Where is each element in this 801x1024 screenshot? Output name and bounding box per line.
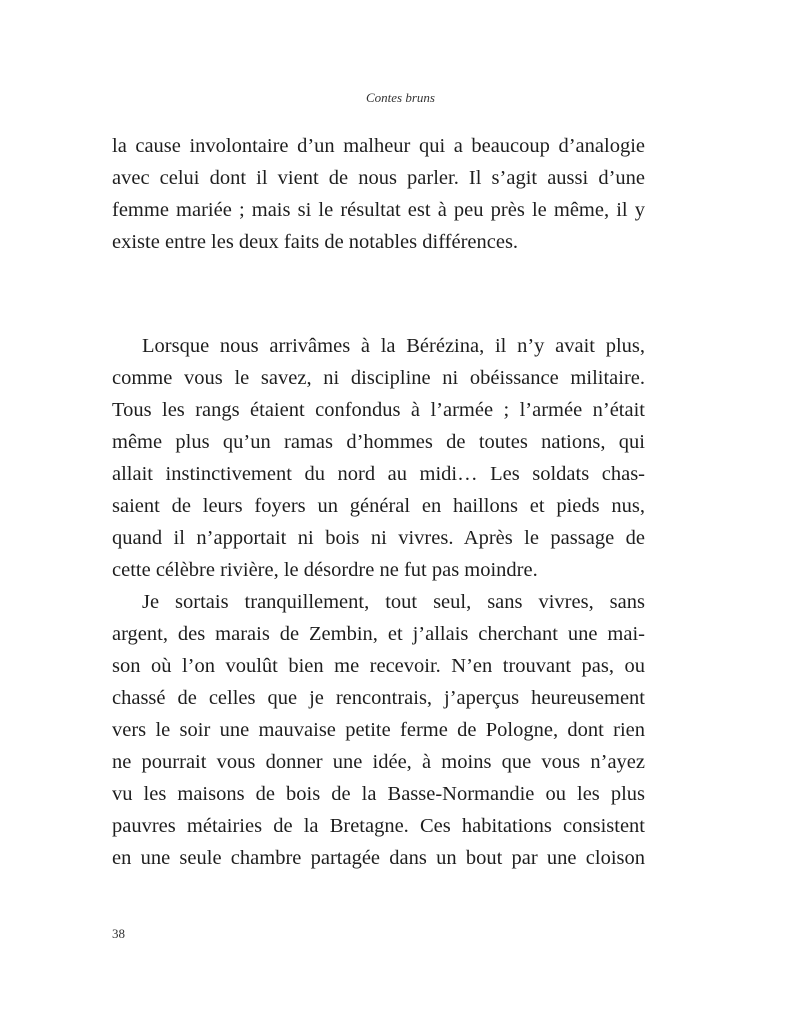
text-line: en une seule chambre partagée dans un bout par une cloison (112, 847, 645, 869)
text-line: pauvres métairies de la Bretagne. Ces habitations consistent (112, 815, 645, 837)
text-line: vers le soir une mauvaise petite ferme de Pologne, dont rien (112, 719, 645, 741)
running-title: Contes bruns (366, 90, 435, 105)
text-line: cette célèbre rivière, le désordre ne fut pas moindre. (112, 559, 538, 581)
paragraph-3 (112, 586, 645, 874)
text-line: comme vous le savez, ni discipline ni obéissance militaire. (112, 367, 645, 389)
text-line: Lorsque nous arrivâmes à la Bérézina, il n’y avait plus, (142, 335, 645, 357)
text-line: allait instinctivement du nord au midi… Les soldats chas- (112, 463, 645, 485)
text-line: femme mariée ; mais si le résultat est à peu près le même, il y (112, 199, 645, 221)
text-line: Tous les rangs étaient confondus à l’armée ; l’armée n’était (112, 399, 645, 421)
paragraph-1 (112, 130, 645, 258)
text-line: argent, des marais de Zembin, et j’allais cherchant une mai- (112, 623, 645, 645)
text-block-main (112, 330, 645, 874)
text-line: existe entre les deux faits de notables différences. (112, 231, 519, 253)
text-line: avec celui dont il vient de nous parler. Il s’agit aussi d’une (112, 167, 645, 189)
text-line: vu les maisons de bois de la Basse-Normandie ou les plus (112, 783, 645, 805)
text-block-top (112, 130, 645, 258)
text-line: saient de leurs foyers un général en haillons et pieds nus, (112, 495, 645, 517)
text-line: son où l’on voulût bien me recevoir. N’en trouvant pas, ou (112, 655, 645, 677)
text-line: la cause involontaire d’un malheur qui a beaucoup d’analogie (112, 135, 645, 157)
text-line: même plus qu’un ramas d’hommes de toutes nations, qui (112, 431, 645, 453)
text-line: chassé de celles que je rencontrais, j’aperçus heureusement (112, 687, 645, 709)
text-line: Je sortais tranquillement, tout seul, sans vivres, sans (142, 591, 645, 613)
text-line: quand il n’apportait ni bois ni vivres. Après le passage de (112, 527, 645, 549)
paragraph-2 (112, 330, 645, 586)
text-line: ne pourrait vous donner une idée, à moins que vous n’ayez (112, 751, 645, 773)
page-number: 38 (112, 926, 125, 941)
